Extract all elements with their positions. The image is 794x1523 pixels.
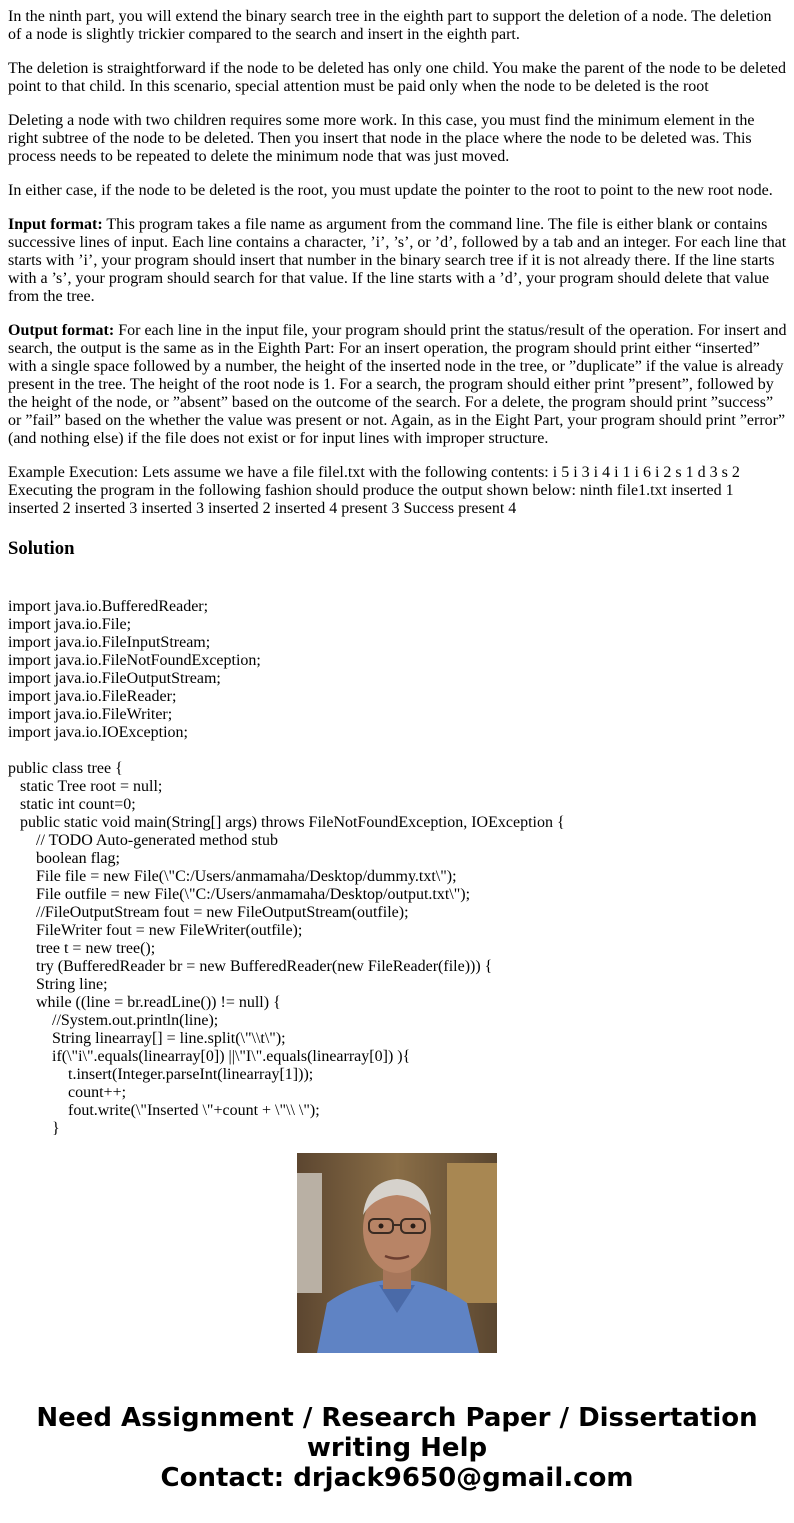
code-import-line: import java.io.FileOutputStream;	[8, 670, 221, 687]
output-format-text: For each line in the input file, your program should print the status/result of the operation. For insert and search, the output is the same as in the Eighth Part: For an insert operation, the program should print either “inserted” with a single space followed by a number, the height of the inserted node in the tree, or ”duplicate” if the value is already present in the tree. The height of the root node is 1. For a search, the program should either print ”present”, followed by the height of the node, or ”absent” based on the outcome of the search. For a delete, the program should print ”success” or ”fail” based on the whether the value was present or not. Again, as in the Eight Part, your program should print ”error” (and nothing else) if the file does not exist or for input lines with improper structure.	[8, 322, 787, 447]
code-line: // TODO Auto-generated method stub	[8, 832, 279, 849]
code-import-line: import java.io.IOException;	[8, 724, 188, 741]
author-avatar	[297, 1153, 497, 1353]
code-imports	[8, 598, 788, 742]
code-import-line: import java.io.FileInputStream;	[8, 634, 211, 651]
code-line: if(\"i\".equals(linearray[0]) ||\"I\".equals(linearray[0]) ){	[8, 1048, 411, 1065]
code-line: boolean flag;	[8, 850, 120, 867]
output-format-label: Output format:	[8, 322, 115, 339]
root-paragraph: In either case, if the node to be deleted is the root, you must update the pointer to the root to point to the new root node.	[8, 182, 773, 199]
code-line: public class tree {	[8, 760, 123, 777]
author-photo-icon	[297, 1153, 497, 1353]
code-line: fout.write(\"Inserted \"+count + \"\\ \");	[8, 1102, 320, 1119]
promo-contact: Contact: drjack9650@gmail.com	[160, 1463, 634, 1493]
code-line: tree t = new tree();	[8, 940, 156, 957]
code-line: }	[8, 1120, 60, 1137]
code-line: String line;	[8, 976, 108, 993]
promo-line-1: Need Assignment / Research Paper / Dissertation	[36, 1403, 758, 1433]
code-line: t.insert(Integer.parseInt(linearray[1]));	[8, 1066, 314, 1083]
code-line: //System.out.println(line);	[8, 1012, 219, 1029]
output-format-paragraph	[8, 322, 788, 448]
example-paragraph: Example Execution: Lets assume we have a file filel.txt with the following contents: i 5 i 3 i 4 i 1 i 6 i 2 s 1 d 3 s 2 Executing the program in the following fashion should produce the output shown below: ninth file1.txt inserted 1 inserted 2 inserted 3 inserted 3 inserted 2 inserted 4 present 3 Success present 4	[8, 464, 740, 517]
promo-line-2: writing Help	[306, 1433, 488, 1463]
intro-paragraph: In the ninth part, you will extend the binary search tree in the eighth part to support the deletion of a node. The deletion of a node is slightly trickier compared to the search and insert in the eighth part.	[8, 8, 772, 43]
code-import-line: import java.io.FileNotFoundException;	[8, 652, 261, 669]
article-content	[8, 8, 788, 1137]
code-gap	[8, 742, 788, 760]
code-line: static Tree root = null;	[8, 778, 163, 795]
code-line: while ((line = br.readLine()) != null) {	[8, 994, 281, 1011]
two-children-paragraph: Deleting a node with two children requires some more work. In this case, you must find the minimum element in the right subtree of the node to be deleted. Then you insert that node in the place where the node to be deleted was. This process needs to be repeated to delete the minimum node that was just moved.	[8, 112, 755, 165]
code-body	[8, 760, 788, 1138]
code-line: FileWriter fout = new FileWriter(outfile);	[8, 922, 303, 939]
code-import-line: import java.io.FileWriter;	[8, 706, 173, 723]
one-child-paragraph: The deletion is straightforward if the node to be deleted has only one child. You make the parent of the node to be deleted point to that child. In this scenario, special attention must be paid only when the node to be deleted is the root	[8, 60, 786, 95]
code-line: File file = new File(\"C:/Users/anmamaha/Desktop/dummy.txt\");	[8, 868, 457, 885]
input-format-paragraph	[8, 216, 788, 306]
solution-heading: Solution	[8, 538, 75, 559]
code-import-line: import java.io.File;	[8, 616, 132, 633]
code-line: count++;	[8, 1084, 127, 1101]
code-line: File outfile = new File(\"C:/Users/anmamaha/Desktop/output.txt\");	[8, 886, 471, 903]
solution-code	[8, 598, 788, 1137]
promo-banner	[0, 1403, 794, 1493]
code-line: static int count=0;	[8, 796, 136, 813]
code-line: try (BufferedReader br = new BufferedReader(new FileReader(file))) {	[8, 958, 493, 975]
input-format-label: Input format:	[8, 216, 103, 233]
code-import-line: import java.io.FileReader;	[8, 688, 177, 705]
input-format-text: This program takes a file name as argument from the command line. The file is either blank or contains successive lines of input. Each line contains a character, ’i’, ’s’, or ’d’, followed by a tab and an integer. For each line that starts with ’i’, your program should insert that number in the binary search tree if it is not already there. If the line starts with a ’s’, your program should search for that value. If the line starts with a ’d’, your program should delete that value from the tree.	[8, 216, 787, 305]
code-import-line: import java.io.BufferedReader;	[8, 598, 209, 615]
code-line: String linearray[] = line.split(\"\\t\");	[8, 1030, 286, 1047]
code-line: public static void main(String[] args) throws FileNotFoundException, IOException {	[8, 814, 565, 831]
code-line: //FileOutputStream fout = new FileOutputStream(outfile);	[8, 904, 409, 921]
